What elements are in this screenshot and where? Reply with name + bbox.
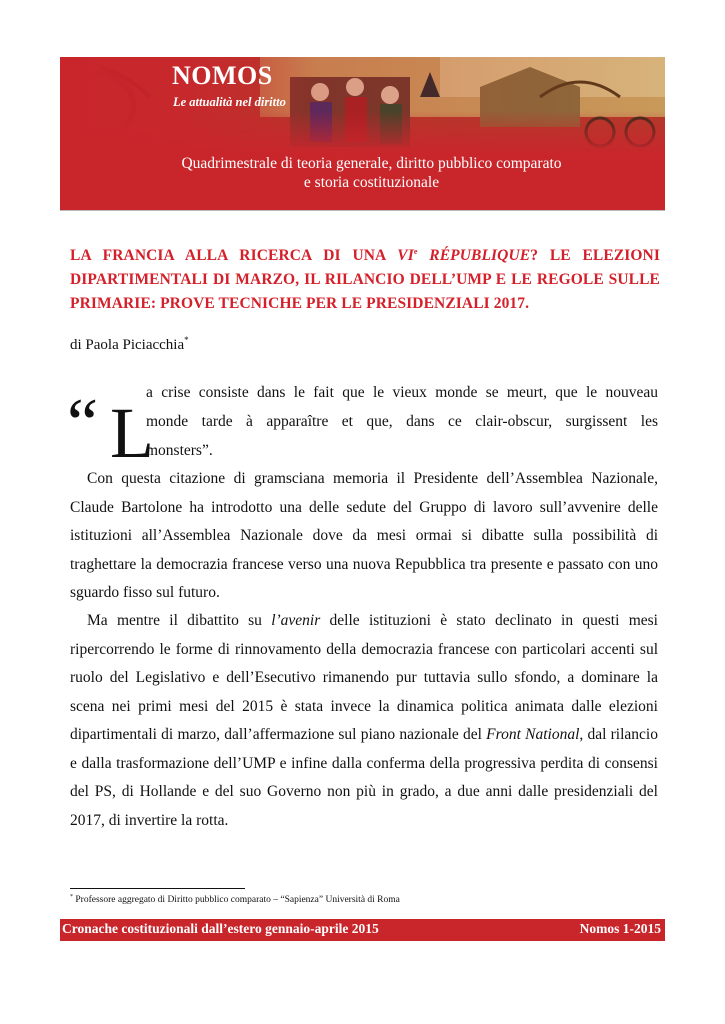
header-painting-image: [60, 57, 665, 155]
drop-cap-letter: L: [110, 393, 154, 473]
opening-quote-mark: “: [67, 385, 99, 462]
footer-section-title: Cronache costituzionali dall’estero gennaio-aprile 2015: [62, 921, 379, 936]
title-text-part2: ? LE ELEZIONI DIPARTIMENTALI DI MARZO, IL RILANCIO DELL’UMP E LE REGOLE SULLE PRIMARIE: PROVE TECNICHE PER LE PRESIDENZIALI 2017.: [70, 247, 660, 312]
author-footnote-mark: *: [184, 335, 189, 345]
brand-subtitle: Le attualità nel diritto: [173, 95, 286, 109]
quote-line-3: monsters”.: [146, 442, 213, 459]
paragraph-1: Con questa citazione di gramsciana memoria il Presidente dell’Assemblea Nazionale, Claude Bartolone ha introdotto una delle sedute del Gruppo di lavoro sull’avvenire delle istituzioni all’Assemblea Nazionale dove da mesi ormai si dibatte sulla possibilità di traghettare la democrazia francese verso una nuova Repubblica tra presente e passato con uno sguardo fisso sul futuro.: [70, 470, 658, 601]
paragraph-2-text-c: , dal rilancio e dalla trasformazione dell’UMP e infine dalla conferma della progressiva perdita di consensi del PS, di Hollande e del suo Governo non più in grado, a due anni dalle presidenziali del 2017, di invertire la rotta.: [70, 726, 658, 829]
author-line: [70, 335, 189, 354]
author-name: di Paola Piciacchia: [70, 337, 185, 353]
paragraph-2-text-b: delle istituzioni è stato declinato in questi mesi ripercorrendo le forme di rinnovamento della democrazia francese con particolari accenti sul ruolo del Legislativo e dell’Esecutivo rimanendo pur tuttavia sullo sfondo, a dominare la scena nei primi mesi del 2015 è stata invece la dinamica politica animata dalle elezioni dipartimentali di marzo, dall’affermazione sul piano nazionale del: [70, 612, 658, 743]
paragraph-2-italic-avenir: l’avenir: [271, 612, 321, 629]
quote-line-2: monde tarde à apparaître et que, dans ce clair-obscur, surgissent les: [146, 413, 658, 430]
paragraph-2: [70, 607, 658, 835]
footnote-mark: *: [70, 894, 73, 900]
title-italic-roman-numeral: VI: [397, 247, 414, 264]
painting-illustration: [60, 57, 665, 155]
tagline-line-2: e storia costituzionale: [303, 174, 440, 191]
title-italic-republique: RÉPUBLIQUE: [417, 247, 531, 264]
paragraph-2-text-a: Ma mentre il dibattito su: [87, 612, 272, 629]
page-footer: [60, 919, 665, 941]
title-superscript: e: [413, 247, 418, 256]
tagline-line-1: Quadrimestrale di teoria generale, diritto pubblico comparato: [181, 155, 562, 172]
paragraph-2-italic-front-national: Front National: [486, 726, 580, 743]
footnote-text: Professore aggregato di Diritto pubblico comparato – “Sapienza” Università di Roma: [73, 895, 400, 905]
article-title: [70, 240, 660, 316]
header-divider: [60, 210, 665, 211]
quote-line-1: a crise consiste dans le fait que le vieux monde se meurt, que le nouveau: [146, 384, 658, 401]
footnote: [70, 894, 400, 905]
footnote-divider: [70, 888, 245, 889]
footer-issue: Nomos 1-2015: [579, 921, 661, 936]
title-text-part1: LA FRANCIA ALLA RICERCA DI UNA: [70, 247, 398, 264]
brand-name: NOMOS: [172, 61, 273, 90]
header-banner: [60, 57, 665, 210]
